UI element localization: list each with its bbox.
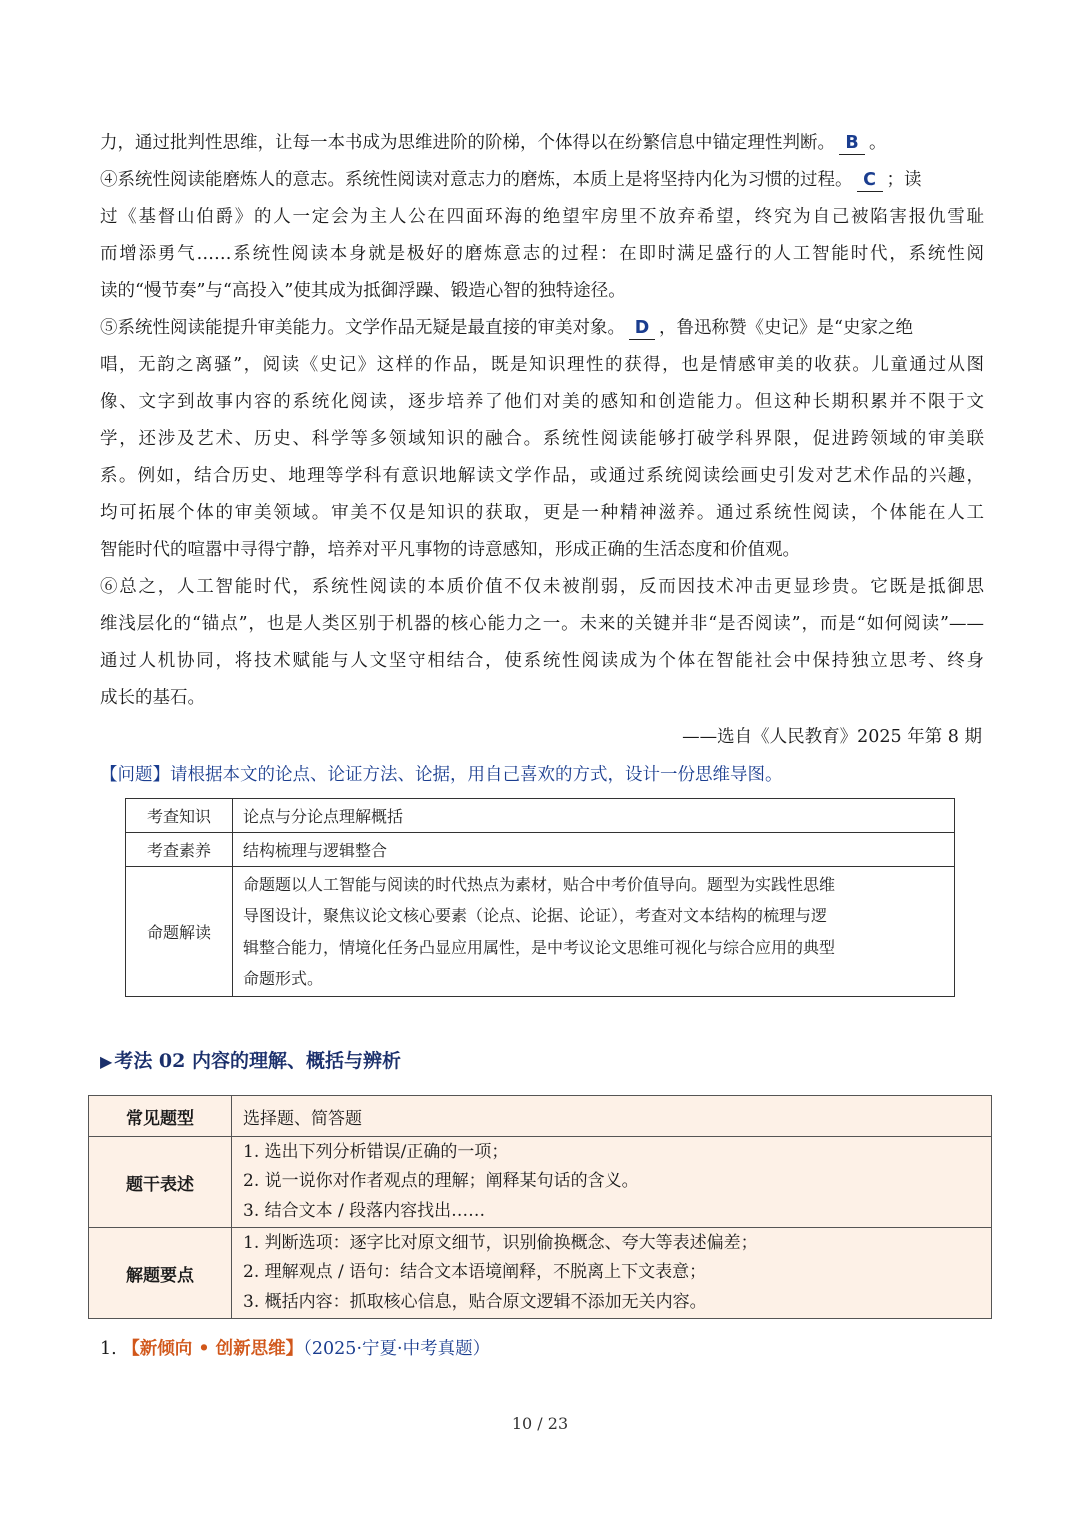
- article-source: ——选自《人民教育》2025 年第 8 期: [682, 727, 982, 747]
- list-item: 1. 选出下列分析错误/正确的一项；: [243, 1141, 509, 1162]
- text-line: ⑥总之，人工智能时代，系统性阅读的本质价值不仅未被削弱，反而因技术冲击更显珍贵。它既是抵御思: [100, 577, 984, 597]
- section-heading: ▶ 考法 02 内容的理解、概括与辨析: [100, 1050, 401, 1072]
- table-row: [126, 833, 955, 867]
- text-line: 读的“慢节奏”与“高投入”使其成为抵御浮躁、锻造心智的独特途径。: [100, 281, 626, 301]
- paragraph-3-tail: [100, 125, 984, 162]
- answer-blank-d: D: [629, 317, 655, 340]
- table-label: 常见题型: [89, 1096, 232, 1137]
- table-value: 结构梳理与逻辑整合: [233, 833, 955, 867]
- table-value-line: 命题形式。: [243, 969, 324, 988]
- answer-blank-c: C: [857, 169, 883, 192]
- question-item: [100, 1333, 490, 1365]
- table-value-line: 命题题以人工智能与阅读的时代热点为素材，贴合中考价值导向。题型为实践性思维: [243, 874, 836, 894]
- text-line: ④系统性阅读能磨炼人的意志。系统性阅读对意志力的磨炼，本质上是将坚持内化为习惯的过程。 C ；读: [100, 170, 922, 190]
- page-number: 10 / 23: [511, 1414, 569, 1433]
- table-label: 解题要点: [89, 1228, 232, 1319]
- table-value-line: 导图设计，聚焦议论文核心要素（论点、论据、论证），考查对文本结构的梳理与逻: [243, 906, 828, 925]
- text-line: 唱，无韵之离骚”，阅读《史记》这样的作品，既是知识理性的获得，也是情感审美的收获。儿童通过从图: [100, 355, 984, 375]
- method-table: [88, 1095, 992, 1319]
- question-number: 1.: [100, 1339, 117, 1359]
- table-value: [232, 1137, 992, 1228]
- table-value: 选择题、简答题: [232, 1096, 992, 1137]
- text-line: 像、文字到故事内容的系统化阅读，逐步培养了他们对美的感知和创造能力。但这种长期积累并不限于文: [100, 392, 984, 412]
- text-line: ⑤系统性阅读能提升审美能力。文学作品无疑是最直接的审美对象。 D ，鲁迅称赞《史记》是“史家之绝: [100, 318, 913, 338]
- text-line: 智能时代的喧嚣中寻得宁静，培养对平凡事物的诗意感知，形成正确的生活态度和价值观。: [100, 540, 800, 560]
- list-item: 1. 判断选项：逐字比对原文细节，识别偷换概念、夸大等表述偏差；: [243, 1232, 758, 1253]
- table-row: [126, 799, 955, 833]
- table-label: 考查素养: [126, 833, 233, 867]
- table-label: 题干表述: [89, 1137, 232, 1228]
- text-line: 系。例如，结合历史、地理等学科有意识地解读文学作品，或通过系统阅读绘画史引发对艺术作品的兴趣，: [100, 466, 984, 486]
- text-line: 而增添勇气……系统性阅读本身就是极好的磨炼意志的过程：在即时满足盛行的人工智能时代，系统性阅: [100, 244, 984, 264]
- text-line: 通过人机协同，将技术赋能与人文坚守相结合，使系统性阅读成为个体在智能社会中保持独立思考、终身: [100, 651, 984, 671]
- paragraph-4: [100, 162, 984, 310]
- table-value-line: 辑整合能力，情境化任务凸显应用属性，是中考议论文思维可视化与综合应用的典型: [243, 937, 836, 957]
- table-value: 论点与分论点理解概括: [233, 799, 955, 833]
- text-line: 均可拓展个体的审美领域。审美不仅是知识的获取，更是一种精神滋养。通过系统性阅读，个体能在人工: [100, 503, 984, 523]
- table-row: [89, 1137, 992, 1228]
- text-line: 成长的基石。: [100, 688, 205, 708]
- answer-blank-b: B: [839, 132, 865, 155]
- list-item: 3. 概括内容：抓取核心信息，贴合原文逻辑不添加无关内容。: [243, 1291, 707, 1312]
- table-value: [232, 1228, 992, 1319]
- list-item: 3. 结合文本 / 段落内容找出……: [243, 1200, 486, 1221]
- text-line: 力，通过批判性思维，让每一本书成为思维进阶的阶梯，个体得以在纷繁信息中锚定理性判断。 B 。: [100, 133, 887, 153]
- table-row: [89, 1096, 992, 1137]
- list-item: 2. 说一说你对作者观点的理解；阐释某句话的含义。: [243, 1171, 639, 1192]
- analysis-table: [125, 798, 955, 997]
- table-value: [233, 867, 955, 997]
- text-line: 维浅层化的“锚点”，也是人类区别于机器的核心能力之一。未来的关键并非“是否阅读”，而是“如何阅读”——: [100, 614, 984, 634]
- table-label: 考查知识: [126, 799, 233, 833]
- table-label: 命题解读: [126, 867, 233, 997]
- paragraph-5: [100, 310, 984, 569]
- table-row: [126, 867, 955, 997]
- paragraph-6: [100, 569, 984, 717]
- triangle-right-icon: ▶: [100, 1052, 113, 1071]
- table-row: [89, 1228, 992, 1319]
- question-tag: 【新倾向 • 创新思维】: [122, 1339, 304, 1359]
- question-prompt: 【问题】请根据本文的论点、论证方法、论据，用自己喜欢的方式，设计一份思维导图。: [100, 765, 783, 785]
- question-source: （2025·宁夏·中考真题）: [303, 1339, 491, 1359]
- text-line: 过《基督山伯爵》的人一定会为主人公在四面环海的绝望牢房里不放弃希望，终究为自己被陷害报仇雪耻: [100, 207, 984, 227]
- text-line: 学，还涉及艺术、历史、科学等多领域知识的融合。系统性阅读能够打破学科界限，促进跨领域的审美联: [100, 429, 984, 449]
- list-item: 2. 理解观点 / 语句：结合文本语境阐释，不脱离上下文表意；: [243, 1262, 707, 1283]
